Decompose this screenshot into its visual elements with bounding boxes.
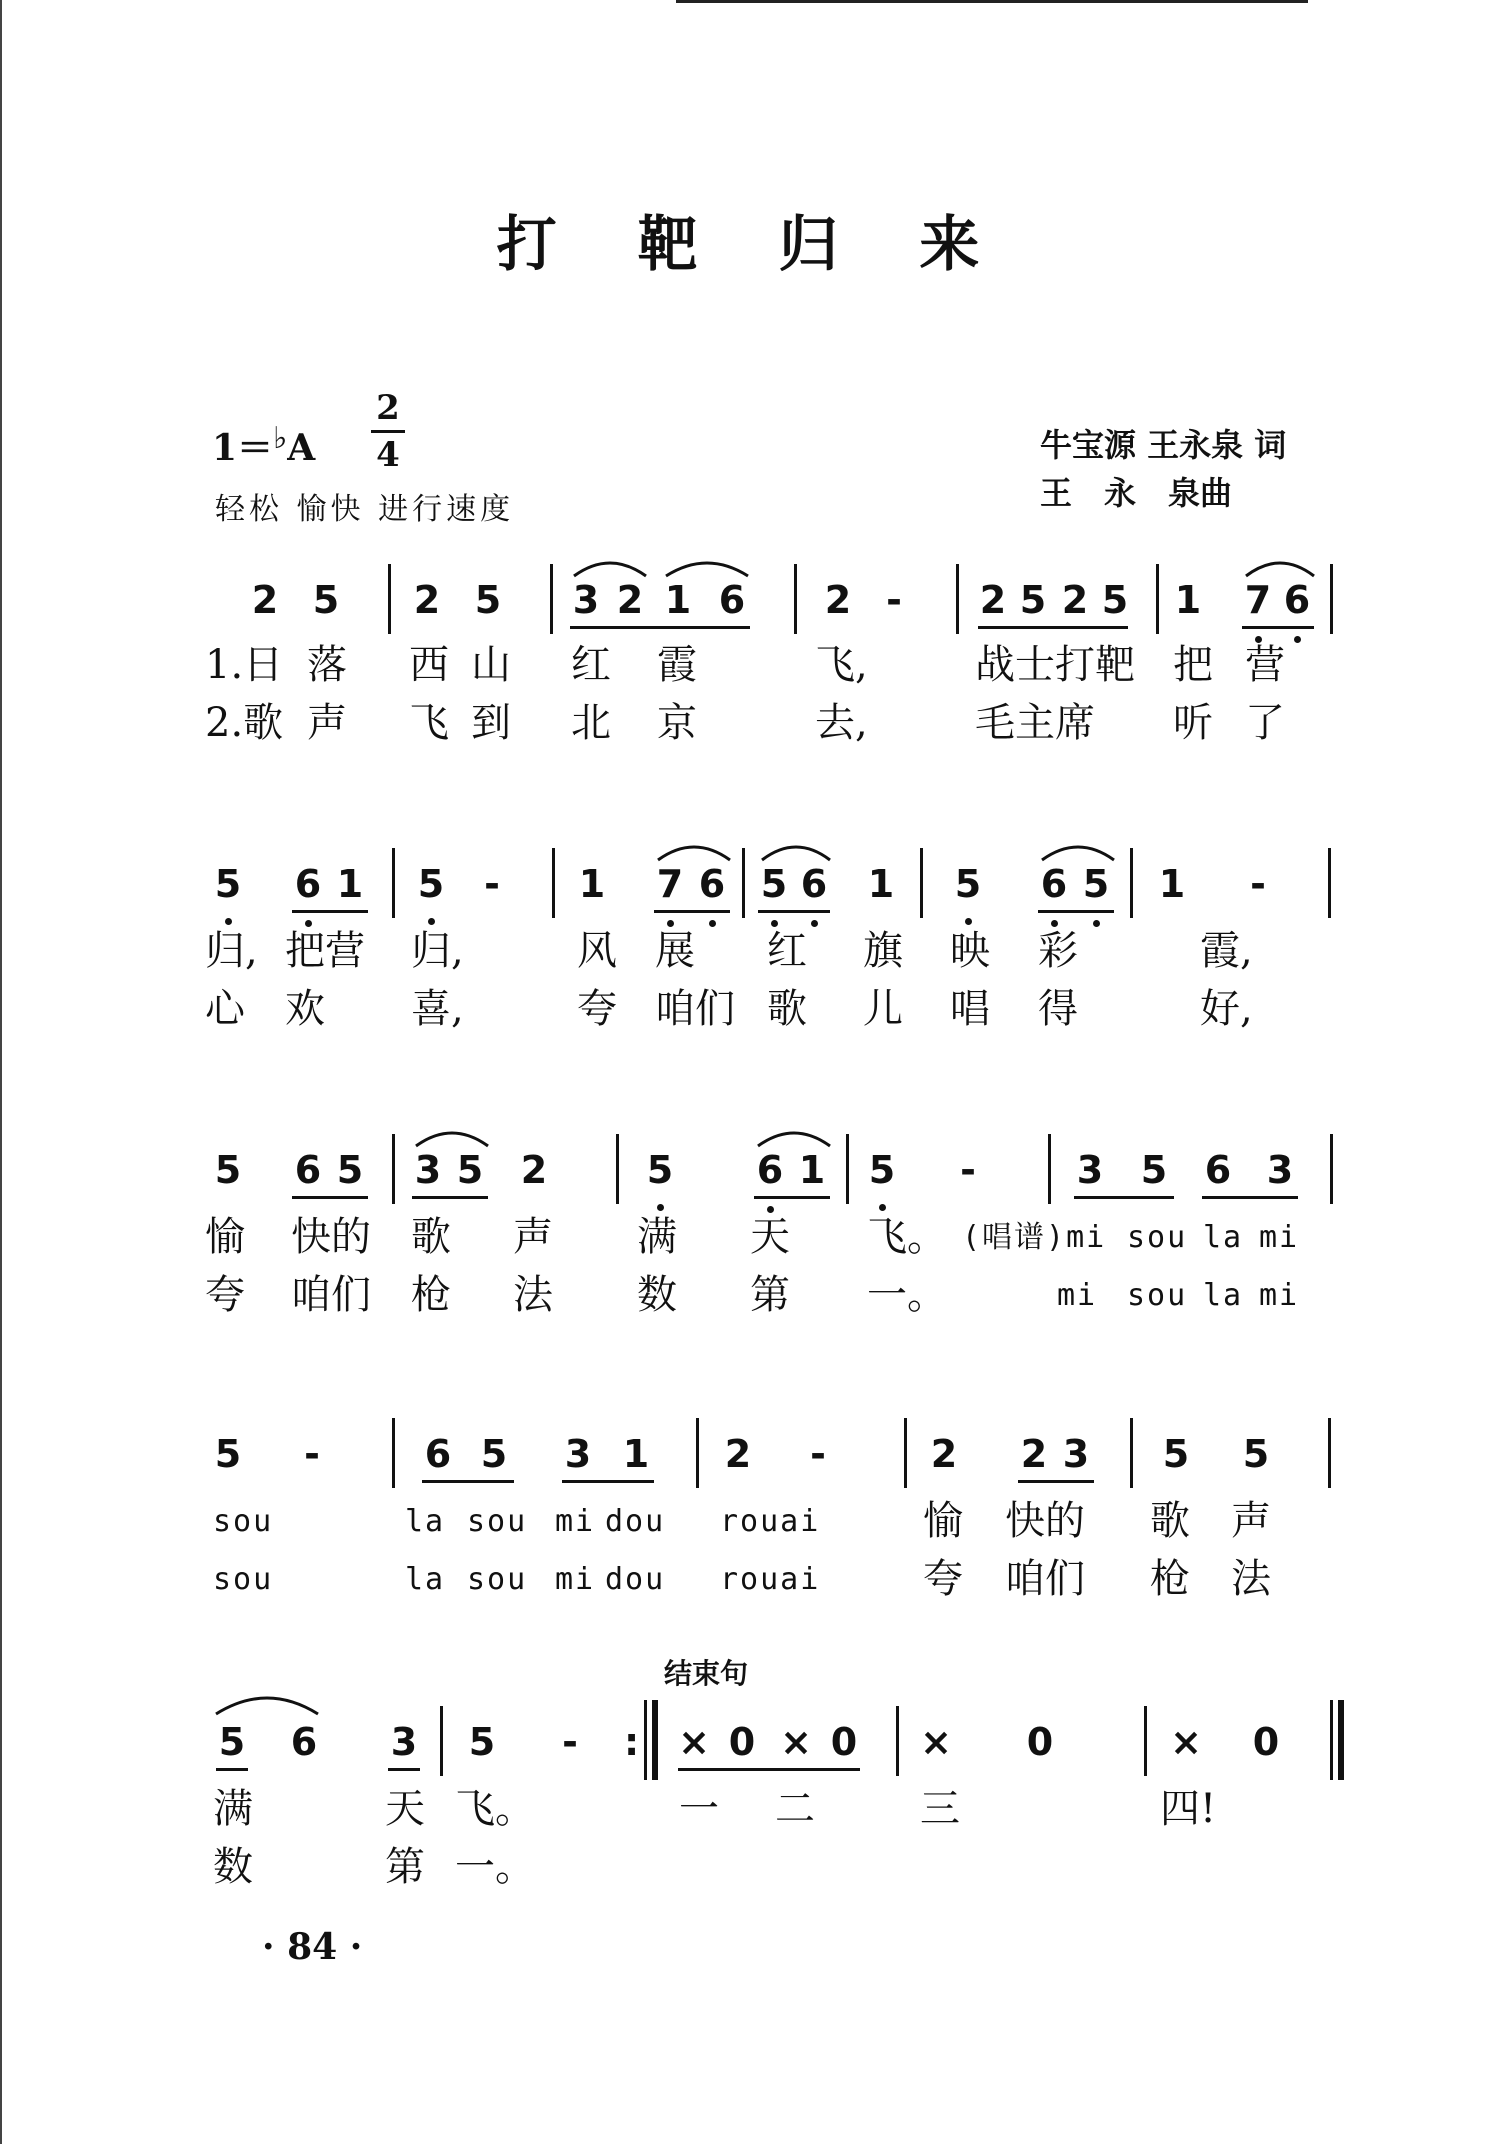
barline [550,564,553,634]
note: 2 [1061,578,1089,622]
beam [1202,1196,1298,1199]
beam [388,1768,420,1771]
barline [552,848,555,918]
note: 2 [413,578,441,622]
note: 6 [1283,578,1311,622]
repeat-sign: : [624,1720,640,1764]
barline [742,848,745,918]
dash: - [886,578,902,622]
beam [292,1196,368,1199]
final-barline [1338,1700,1344,1780]
top-rule [676,0,1308,3]
note: 5 [456,1148,484,1192]
barline [388,564,391,634]
note: 3 [572,578,600,622]
low-octave-dot [1093,920,1100,927]
note: 6 [1040,862,1068,906]
clap: × [780,1720,812,1764]
note: 5 [312,578,340,622]
slur-icon [570,556,650,580]
dash: - [960,1148,976,1192]
slur-icon [654,840,734,864]
flat-icon: ♭ [273,421,288,456]
note: 6 [800,862,828,906]
lyricist-credit: 牛宝源 王永泉 词 [1040,426,1287,464]
barline [1144,1706,1147,1776]
low-octave-dot [879,1204,886,1211]
note: 7 [1244,578,1272,622]
beam [562,1480,654,1483]
barline [1130,1418,1133,1488]
slur-icon [1242,556,1318,580]
note: 3 [1062,1432,1090,1476]
key-note: A [287,427,316,469]
note: 2 [979,578,1007,622]
dash: - [304,1432,320,1476]
barline [392,1134,395,1204]
time-signature-bar [371,430,405,433]
note: 1 [664,578,692,622]
note: 6 [718,578,746,622]
note: 1 [578,862,606,906]
beam [754,1196,830,1199]
clap: × [678,1720,710,1764]
note: 6 [294,1148,322,1192]
barline [1156,564,1159,634]
rest: 0 [1026,1720,1054,1764]
slur-icon [412,1126,492,1150]
time-signature [370,388,406,475]
composer-credit: 王 永 泉曲 [1040,474,1233,512]
clap: × [1170,1720,1202,1764]
note: 5 [1162,1432,1190,1476]
low-octave-dot [225,918,232,925]
note: 5 [417,862,445,906]
page-number: · 84 · [262,1926,363,1968]
note: 3 [564,1432,592,1476]
left-page-edge [0,0,2,2144]
barline [1328,1418,1331,1488]
beam [1018,1480,1094,1483]
barline [920,848,923,918]
rest: 0 [1252,1720,1280,1764]
note: 2 [251,578,279,622]
key-prefix: 1＝ [212,427,274,469]
note: 3 [1076,1148,1104,1192]
note: 6 [756,1148,784,1192]
barline [696,1418,699,1488]
barline [392,848,395,918]
beam [1242,626,1314,629]
dash: - [1250,862,1266,906]
note: 5 [760,862,788,906]
barline [392,1418,395,1488]
note: 1 [798,1148,826,1192]
note: 1 [622,1432,650,1476]
time-signature-bottom: 4 [376,435,400,475]
note: 6 [424,1432,452,1476]
low-octave-dot [811,920,818,927]
note: 3 [1266,1148,1294,1192]
note: 6 [1204,1148,1232,1192]
note: 5 [646,1148,674,1192]
barline [1330,1700,1333,1780]
low-octave-dot [709,920,716,927]
note: 3 [390,1720,418,1764]
thick-barline [652,1700,658,1780]
note: 5 [480,1432,508,1476]
note: 1 [1174,578,1202,622]
note: 6 [698,862,726,906]
clap: × [920,1720,952,1764]
dash: - [810,1432,826,1476]
note: 5 [1082,862,1110,906]
beam [422,1480,514,1483]
rest: 0 [728,1720,756,1764]
note: 5 [214,1148,242,1192]
dash: - [484,862,500,906]
barline [846,1134,849,1204]
low-octave-dot [1294,636,1301,643]
barline [1048,1134,1051,1204]
low-octave-dot [965,918,972,925]
key-signature [212,420,315,471]
slur-icon [754,1126,834,1150]
rest: 0 [830,1720,858,1764]
beam [678,1768,860,1771]
note: 5 [954,862,982,906]
note: 2 [520,1148,548,1192]
note: 5 [1019,578,1047,622]
beam [758,910,830,913]
barline [440,1706,443,1776]
note: 6 [290,1720,318,1764]
slur-icon [1038,840,1118,864]
note: 1 [867,862,895,906]
note: 5 [214,1432,242,1476]
coda-label: 结束句 [664,1657,749,1690]
low-octave-dot [428,918,435,925]
beam [654,910,730,913]
note: 5 [1140,1148,1168,1192]
barline [956,564,959,634]
note: 5 [468,1720,496,1764]
note: 7 [656,862,684,906]
beam [292,910,368,913]
barline [1330,1134,1333,1204]
slur-icon [212,1690,322,1718]
dash: - [562,1720,578,1764]
note: 5 [474,578,502,622]
time-signature-top: 2 [376,388,400,428]
note: 2 [824,578,852,622]
beam [1074,1196,1174,1199]
beam [412,1196,488,1199]
note: 6 [294,862,322,906]
note: 5 [218,1720,246,1764]
barline [1130,848,1133,918]
note: 5 [214,862,242,906]
note: 1 [1158,862,1186,906]
low-octave-dot [657,1204,664,1211]
beam [216,1768,248,1771]
slur-icon [662,556,752,580]
barline [644,1700,647,1780]
beam [978,626,1128,629]
note: 1 [336,862,364,906]
barline [896,1706,899,1776]
note: 2 [724,1432,752,1476]
slur-icon [758,840,834,864]
barline [1328,848,1331,918]
barline [904,1418,907,1488]
beam [570,626,750,629]
beam [1038,910,1114,913]
note: 5 [868,1148,896,1192]
note: 5 [1101,578,1129,622]
tempo-marking: 轻松 愉快 进行速度 [215,492,515,527]
barline [794,564,797,634]
song-title: 打 靶 归 来 [496,210,1010,280]
barline [616,1134,619,1204]
note: 2 [930,1432,958,1476]
note: 2 [616,578,644,622]
barline [1330,564,1333,634]
note: 5 [336,1148,364,1192]
note: 2 [1020,1432,1048,1476]
note: 5 [1242,1432,1270,1476]
note: 3 [414,1148,442,1192]
